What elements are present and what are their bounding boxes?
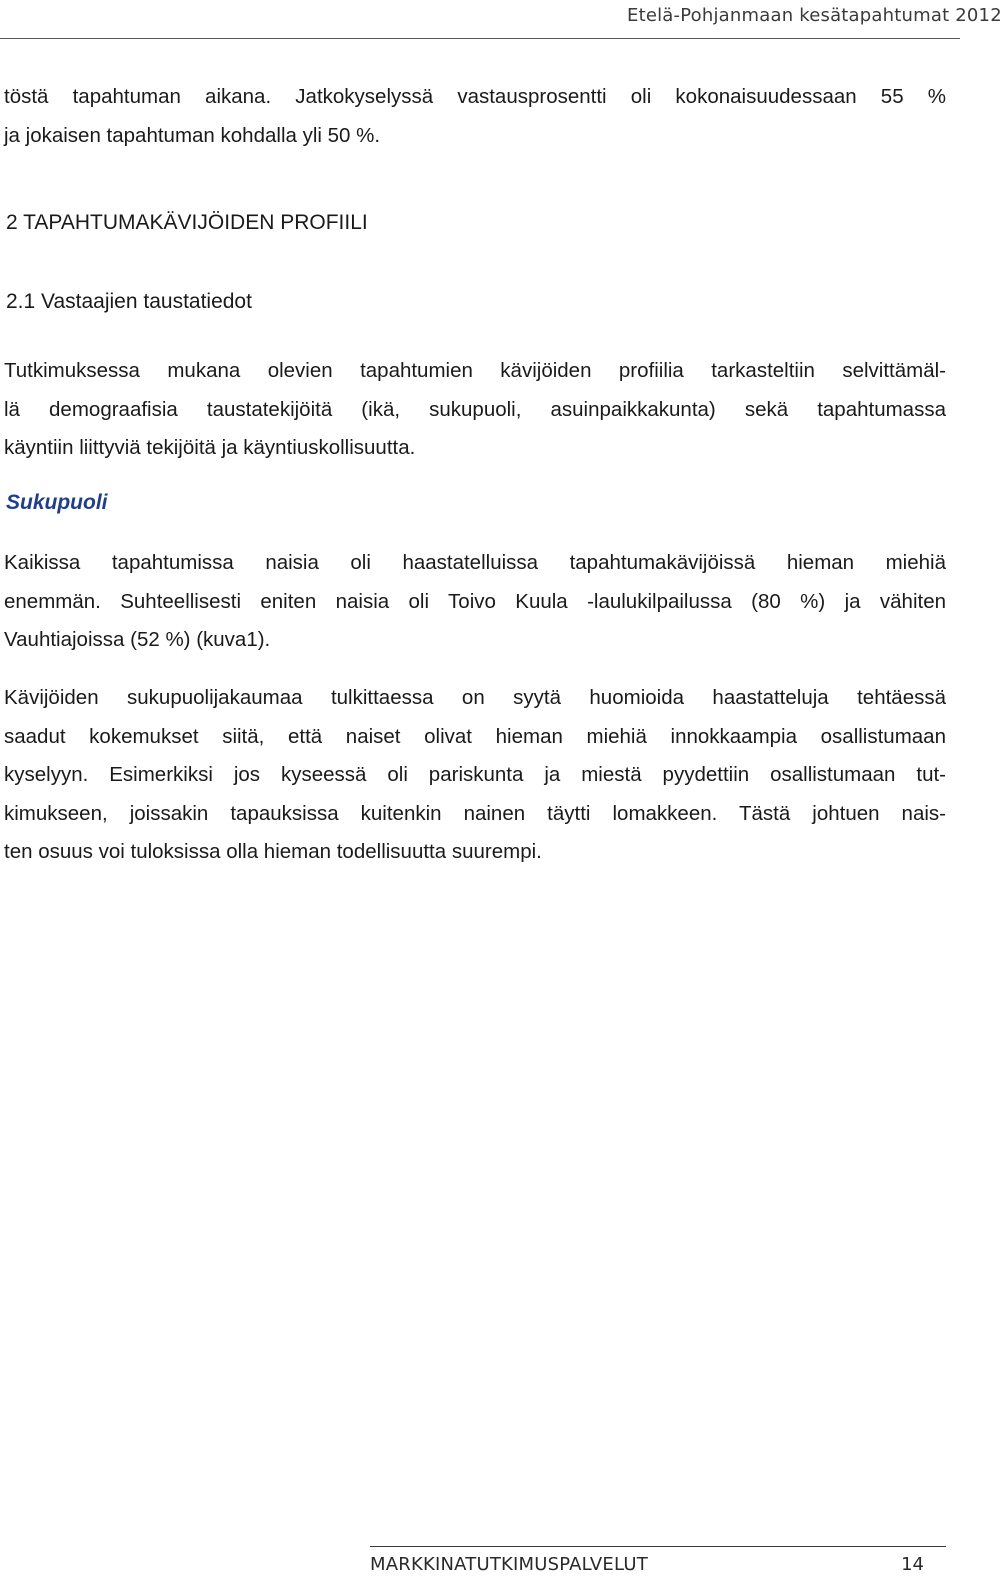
text-line: Kaikissa tapahtumissa naisia oli haastatelluissa tapahtumakävijöissä hieman miehiä <box>4 551 946 574</box>
header-title: Etelä-Pohjanmaan kesätapahtumat 2012 <box>627 5 1002 26</box>
text-line: Vauhtiajoissa (52 %) (kuva1). <box>4 628 271 651</box>
subsection-heading: 2.1 Vastaajien taustatiedot <box>6 290 252 313</box>
footer-label: MARKKINATUTKIMUSPALVELUT <box>370 1554 648 1575</box>
text-line: töstä tapahtuman aikana. Jatkokyselyssä vastausprosentti oli kokonaisuudessaan 55 % <box>4 85 946 108</box>
page-number: 14 <box>901 1554 924 1575</box>
italic-subheading: Sukupuoli <box>6 491 108 514</box>
header-divider <box>0 38 960 39</box>
text-line: käyntiin liittyviä tekijöitä ja käyntiuskollisuutta. <box>4 436 416 459</box>
text-line: saadut kokemukset siitä, että naiset olivat hieman miehiä innokkaampia osallistumaan <box>4 724 946 748</box>
paragraph-background <box>4 352 946 468</box>
text-line: kyselyyn. Esimerkiksi jos kyseessä oli pariskunta ja miestä pyydettiin osallistumaan tut- <box>4 763 946 786</box>
text-line: Tutkimuksessa mukana olevien tapahtumien kävijöiden profiilia tarkasteltiin selvittämäl- <box>4 359 946 382</box>
text-line: ja jokaisen tapahtuman kohdalla yli 50 %. <box>4 123 381 147</box>
text-line: enemmän. Suhteellisesti eniten naisia oli Toivo Kuula -laulukilpailussa (80 %) ja vähiten <box>4 589 946 613</box>
footer-divider <box>370 1546 946 1547</box>
text-line: ten osuus voi tuloksissa olla hieman todellisuutta suurempi. <box>4 840 542 863</box>
text-line: lä demograafisia taustatekijöitä (ikä, sukupuoli, asuinpaikkakunta) sekä tapahtumassa <box>4 397 946 421</box>
page-header <box>0 0 1002 44</box>
text-line: kimukseen, joissakin tapauksissa kuitenkin nainen täytti lomakkeen. Tästä johtuen nais- <box>4 801 946 825</box>
section-heading: 2 TAPAHTUMAKÄVIJÖIDEN PROFIILI <box>6 211 368 234</box>
paragraph-interpretation <box>4 679 946 872</box>
intro-paragraph <box>4 78 946 155</box>
text-line: Kävijöiden sukupuolijakaumaa tulkittaessa on syytä huomioida haastatteluja tehtäessä <box>4 686 946 709</box>
paragraph-gender <box>4 544 946 660</box>
